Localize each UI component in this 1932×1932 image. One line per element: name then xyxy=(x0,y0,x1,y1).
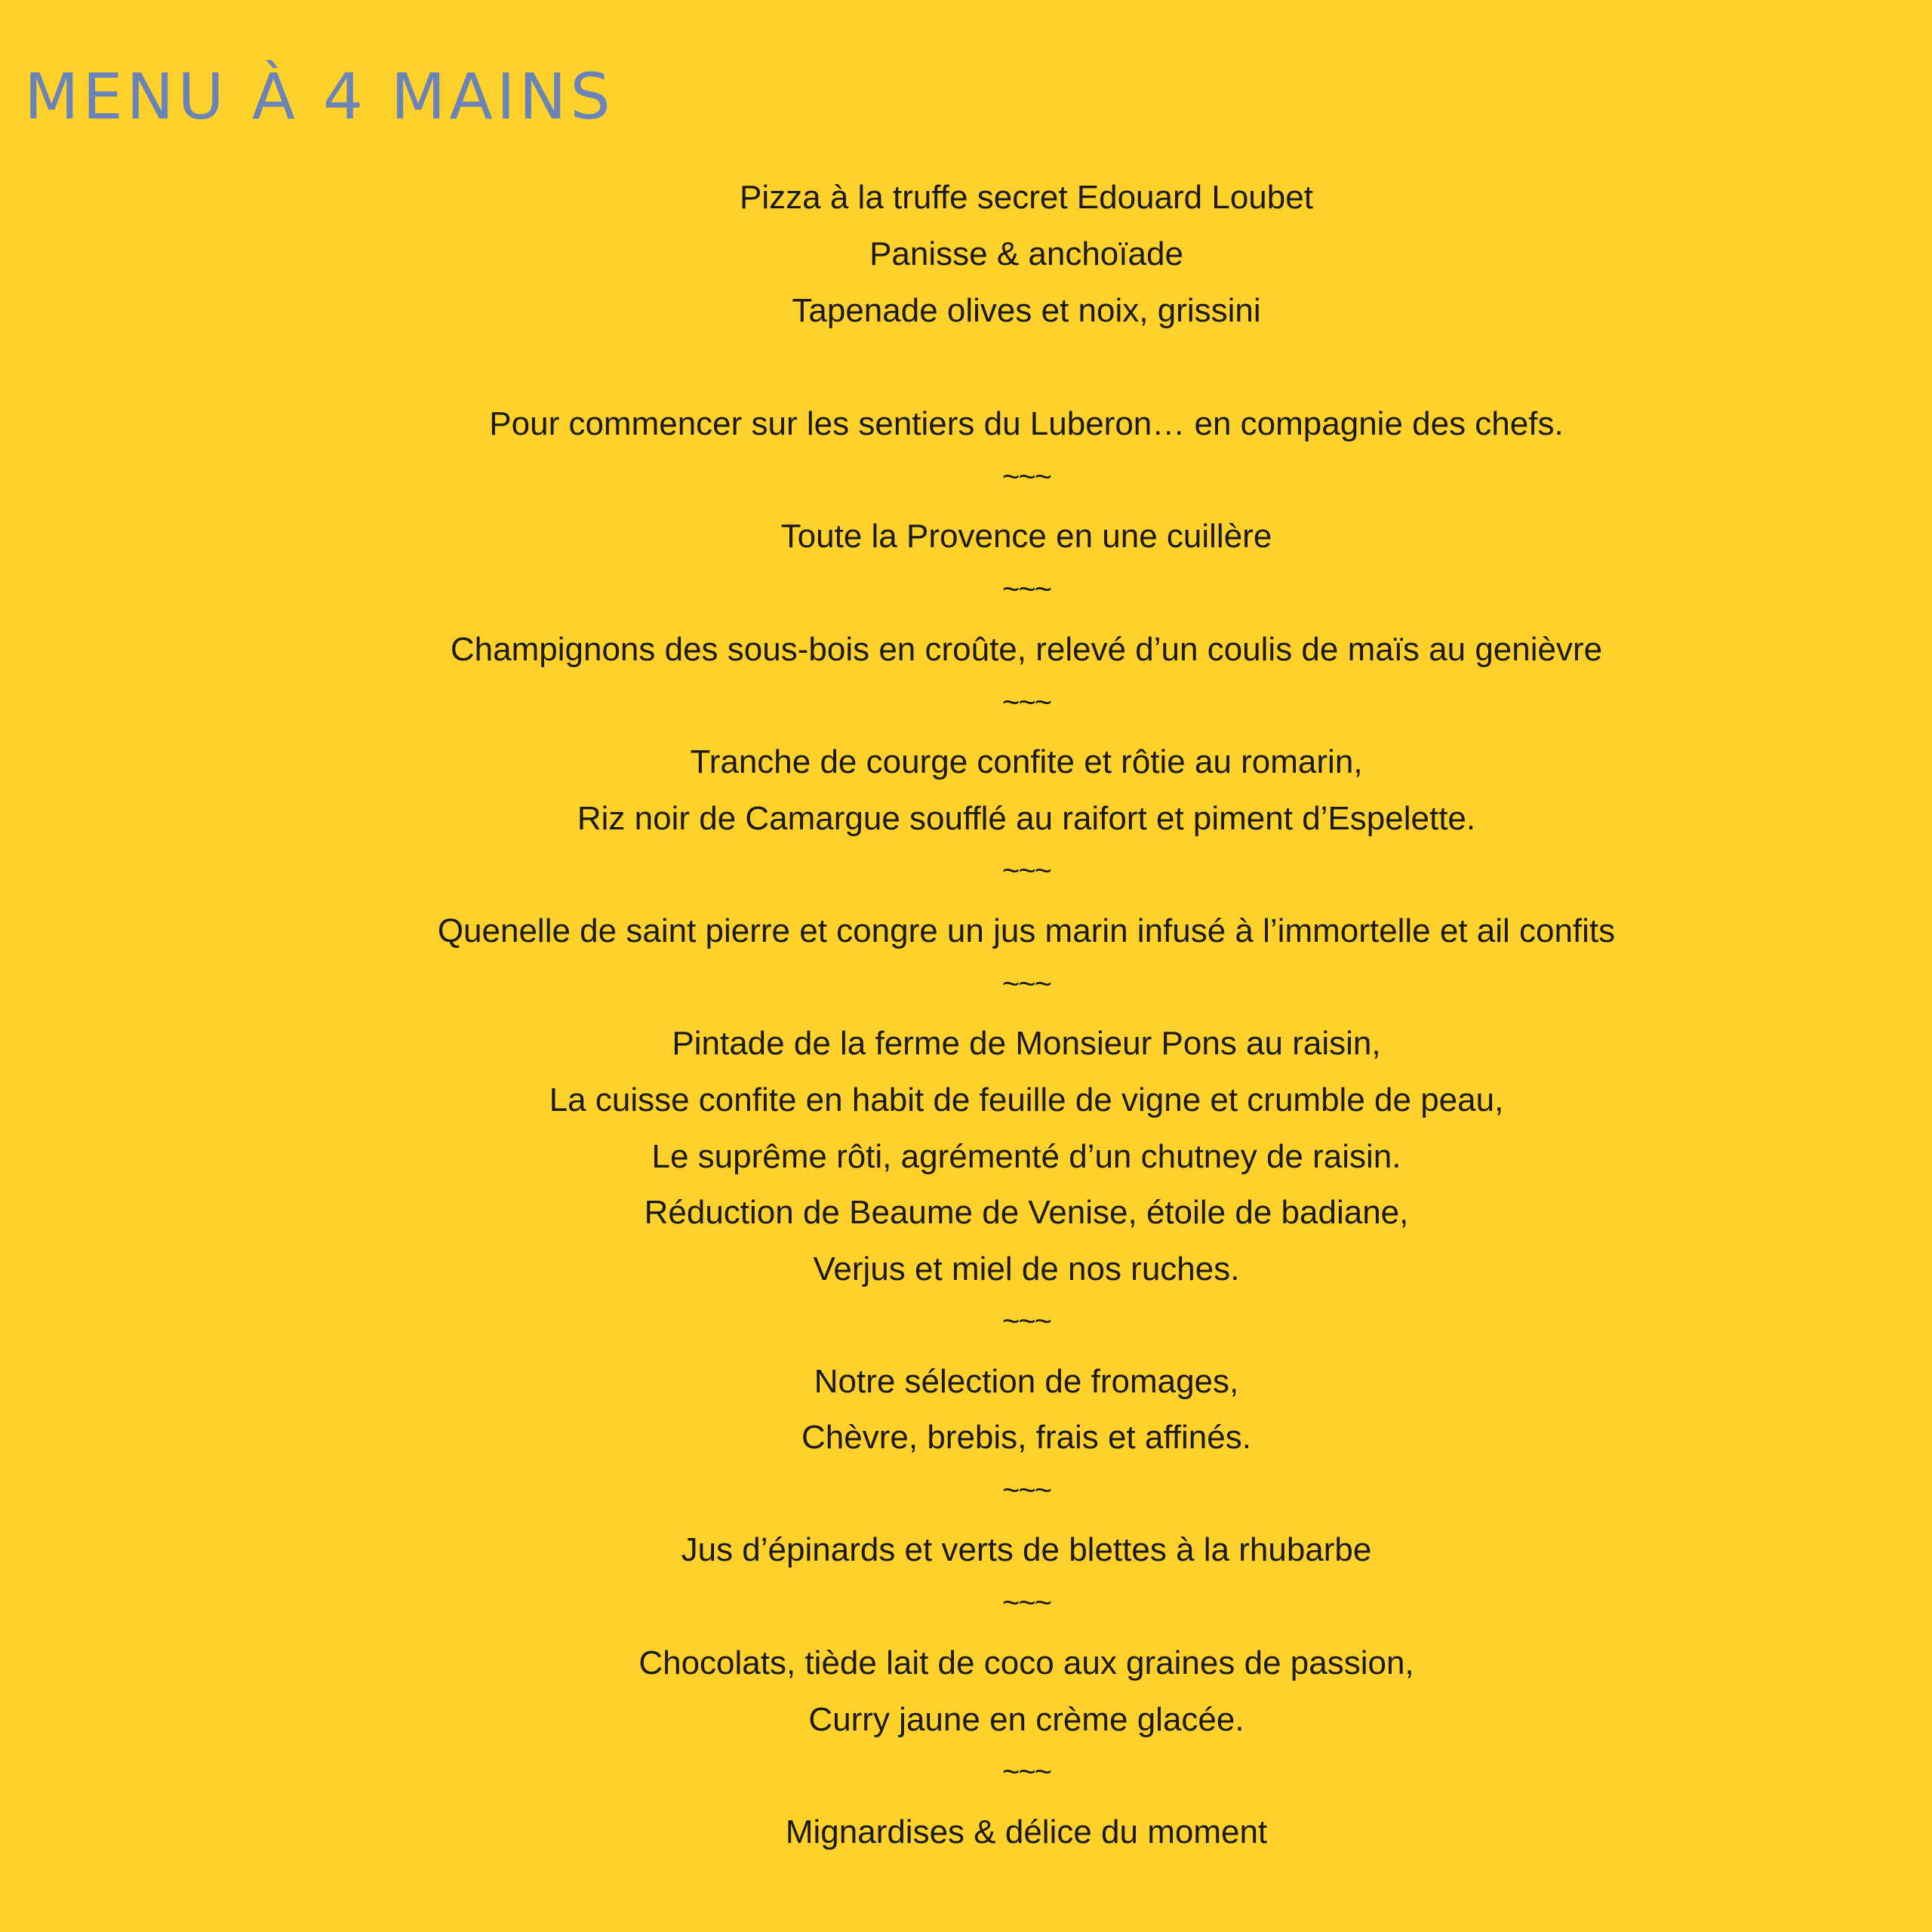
course-1: Toute la Provence en une cuillère xyxy=(780,518,1272,555)
course-separator: ~~~ xyxy=(1001,1474,1051,1507)
menu-title: MENU À 4 MAINS xyxy=(24,60,614,134)
course-5-line-2: La cuisse confite en habit de feuille de vigne et crumble de peau, xyxy=(549,1081,1504,1118)
amuse-bouche-tapenade: Tapenade olives et noix, grissini xyxy=(792,292,1261,329)
course-separator: ~~~ xyxy=(1001,573,1051,606)
course-separator: ~~~ xyxy=(1001,1305,1051,1338)
course-7: Jus d’épinards et verts de blettes à la rhubarbe xyxy=(681,1531,1372,1568)
menu-intro: Pour commencer sur les sentiers du Luberon… en compagnie des chefs. xyxy=(489,405,1564,442)
course-2: Champignons des sous-bois en croûte, relevé d’un coulis de maïs au genièvre xyxy=(450,631,1603,668)
course-3-line-1: Tranche de courge confite et rôtie au romarin, xyxy=(690,743,1363,780)
course-6-line-1: Notre sélection de fromages, xyxy=(814,1363,1239,1400)
course-9: Mignardises & délice du moment xyxy=(785,1814,1268,1850)
course-separator: ~~~ xyxy=(1001,854,1051,888)
course-5-line-1: Pintade de la ferme de Monsieur Pons au raisin, xyxy=(672,1025,1381,1062)
course-6-line-2: Chèvre, brebis, frais et affinés. xyxy=(801,1419,1251,1456)
course-8-line-2: Curry jaune en crème glacée. xyxy=(808,1701,1244,1738)
course-8-line-1: Chocolats, tiède lait de coco aux graines de passion, xyxy=(638,1644,1414,1681)
course-5-line-3: Le suprême rôti, agrémenté d’un chutney de raisin. xyxy=(651,1138,1401,1175)
course-separator: ~~~ xyxy=(1001,1755,1051,1789)
course-separator: ~~~ xyxy=(1001,686,1051,719)
course-separator: ~~~ xyxy=(1001,1586,1051,1620)
course-separator: ~~~ xyxy=(1001,460,1051,494)
course-4: Quenelle de saint pierre et congre un jus marin infusé à l’immortelle et ail confits xyxy=(437,912,1616,949)
course-5-line-5: Verjus et miel de nos ruches. xyxy=(813,1251,1240,1287)
course-5-line-4: Réduction de Beaume de Venise, étoile de badiane, xyxy=(644,1194,1409,1231)
course-3-line-2: Riz noir de Camargue soufflé au raifort et piment d’Espelette. xyxy=(577,800,1476,837)
course-separator: ~~~ xyxy=(1001,968,1051,1001)
amuse-bouche-pizza: Pizza à la truffe secret Edouard Loubet xyxy=(740,179,1313,216)
amuse-bouche-panisse: Panisse & anchoïade xyxy=(869,235,1183,272)
